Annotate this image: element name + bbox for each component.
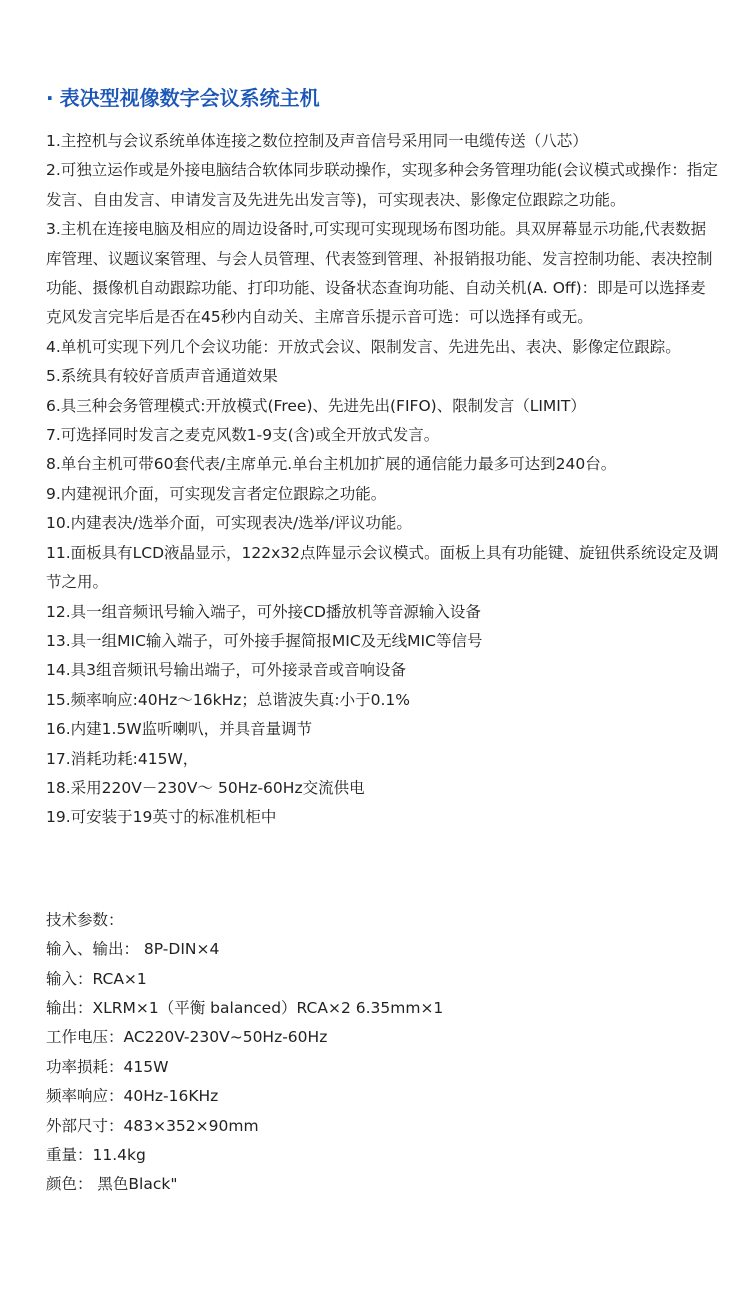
tech-specs-title: 技术参数： — [46, 910, 124, 929]
spec-item: 输出：XLRM×1（平衡 balanced）RCA×2 6.35mm×1 — [46, 998, 444, 1017]
section-title-text: 表决型视像数字会议系统主机 — [59, 86, 320, 110]
feature-item: 4.单机可实现下列几个会议功能：开放式会议、限制发言、先进先出、表决、影像定位跟踪。 — [46, 337, 681, 356]
spec-item: 输入：RCA×1 — [46, 969, 147, 988]
tech-specs-list — [46, 935, 720, 1200]
feature-item: 16.内建1.5W监听喇叭，并具音量调节 — [46, 720, 313, 739]
feature-item: 8.单台主机可带60套代表/主席单元.单台主机加扩展的通信能力最多可达到240台。 — [46, 455, 617, 474]
spec-item: 外部尺寸：483×352×90mm — [46, 1116, 259, 1135]
feature-item: 9.内建视讯介面，可实现发言者定位跟踪之功能。 — [46, 484, 387, 503]
feature-item: 11.面板具有LCD液晶显示，122x32点阵显示会议模式。面板上具有功能键、旋钮供系统设定及调节之用。 — [46, 543, 719, 592]
feature-item: 18.采用220V－230V～ 50Hz-60Hz交流供电 — [46, 778, 365, 797]
spec-item: 频率响应：40Hz-16KHz — [46, 1087, 219, 1106]
spec-item: 重量：11.4kg — [46, 1146, 146, 1164]
feature-item: 14.具3组音频讯号输出端子，可外接录音或音响设备 — [46, 661, 407, 680]
spec-item: 输入、输出： 8P-DIN×4 — [46, 940, 220, 959]
bullet-dot-icon: · — [46, 86, 54, 110]
feature-item: 5.系统具有较好音质声音通道效果 — [46, 367, 278, 386]
spec-item: 颜色： 黑色Black" — [46, 1175, 178, 1194]
feature-item: 1.主控机与会议系统单体连接之数位控制及声音信号采用同一电缆传送（八芯） — [46, 132, 588, 150]
spec-item: 功率损耗：415W — [46, 1057, 169, 1076]
feature-item: 3.主机在连接电脑及相应的周边设备时,可实现可实现现场布图功能。具双屏幕显示功能,代表数据库管理、议题议案管理、与会人员管理、代表签到管理、补报销报功能、发言控制功能、表决控制功能、摄像机自动跟踪功能、打印功能、设备状态查询功能、自动关机(A. Off)：即是可以选择麦克风发言完毕后是否在45秒内自动关、主席音乐提示音可选：可以选择有或无。 — [46, 220, 713, 327]
feature-list — [46, 127, 720, 833]
spec-item: 工作电压：AC220V-230V~50Hz-60Hz — [46, 1028, 328, 1047]
feature-item: 12.具一组音频讯号输入端子，可外接CD播放机等音源输入设备 — [46, 602, 481, 621]
feature-item: 10.内建表决/选举介面，可实现表决/选举/评议功能。 — [46, 514, 412, 533]
feature-item: 6.具三种会务管理模式:开放模式(Free)、先进先出(FIFO)、限制发言（LIMIT） — [46, 396, 586, 415]
feature-item: 2.可独立运作或是外接电脑结合软体同步联动操作，实现多种会务管理功能(会议模式或操作：指定发言、自由发言、申请发言及先进先出发言等)，可实现表决、影像定位跟踪之功能。 — [46, 161, 718, 209]
feature-item: 13.具一组MIC输入端子，可外接手握简报MIC及无线MIC等信号 — [46, 631, 483, 650]
feature-item: 17.消耗功耗:415W， — [46, 749, 199, 768]
tech-specs — [46, 906, 720, 1200]
feature-item: 19.可安装于19英寸的标准机柜中 — [46, 808, 277, 827]
feature-item: 15.频率响应:40Hz～16kHz；总谐波失真:小于0.1% — [46, 690, 410, 709]
feature-item: 7.可选择同时发言之麦克风数1-9支(含)或全开放式发言。 — [46, 426, 440, 445]
section-title — [46, 83, 720, 113]
